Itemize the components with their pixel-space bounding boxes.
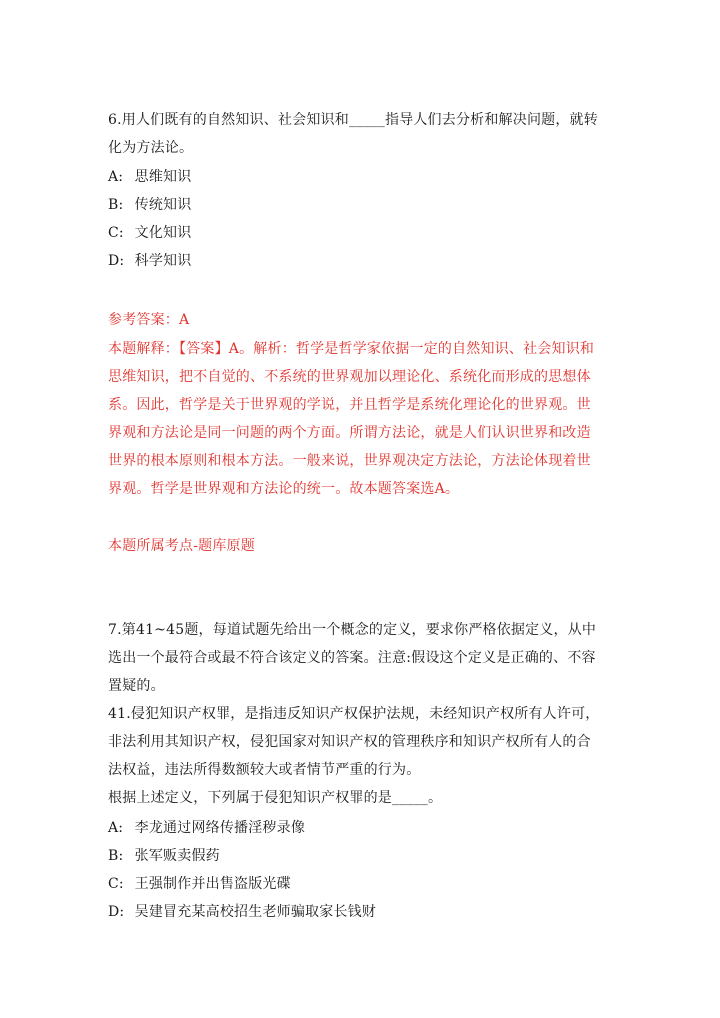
- q6-option-a: [108, 167, 191, 187]
- q7-intro-line1: 7.第41~45题，每道试题先给出一个概念的定义，要求你严格依据定义，从中: [108, 622, 597, 638]
- q6-option-c: [108, 223, 191, 243]
- q7-sub-line2: 非法利用其知识产权，侵犯国家对知识产权的管理秩序和知识产权所有人的合: [108, 734, 591, 750]
- q6-answer: 参考答案：A: [108, 312, 190, 328]
- q6-stem-line2: 化为方法论。: [108, 140, 194, 156]
- option-text: 李龙通过网络传播淫秽录像: [134, 820, 306, 836]
- q7-intro-line2: 选出一个最符合或最不符合该定义的答案。注意:假设这个定义是正确的、不容: [108, 650, 596, 666]
- option-text: 思维知识: [134, 169, 192, 185]
- q7-option-a: [108, 818, 305, 838]
- option-text: 张军贩卖假药: [134, 848, 220, 864]
- q6-stem-line1: 6.用人们既有的自然知识、社会知识和_____指导人们去分析和解决问题，就转: [108, 112, 598, 128]
- option-key: B:: [108, 848, 124, 864]
- q7-sub-line1: 41.侵犯知识产权罪，是指违反知识产权保护法规，未经知识产权所有人许可，: [108, 706, 600, 722]
- option-key: C:: [108, 876, 124, 892]
- option-key: D:: [108, 904, 125, 920]
- option-text: 吴建冒充某高校招生老师骗取家长钱财: [134, 904, 377, 920]
- option-key: A:: [108, 820, 124, 836]
- q6-explanation-line6: 界观。哲学是世界观和方法论的统一。故本题答案选A。: [108, 481, 460, 497]
- option-text: 传统知识: [134, 197, 192, 213]
- q7-sub-line3: 法权益，违法所得数额较大或者情节严重的行为。: [108, 762, 421, 778]
- q6-explanation-line3: 系。因此，哲学是关于世界观的学说，并且哲学是系统化理论化的世界观。世: [108, 397, 591, 413]
- q7-option-c: [108, 874, 291, 894]
- option-key: C:: [108, 225, 124, 241]
- q6-topic: 本题所属考点-题库原题: [108, 538, 255, 554]
- option-text: 科学知识: [134, 253, 192, 269]
- q6-explanation-line2: 思维知识，把不自觉的、不系统的世界观加以理论化、系统化而形成的思想体: [108, 369, 591, 385]
- q6-option-d: [108, 251, 191, 271]
- option-text: 王强制作并出售盗版光碟: [134, 876, 291, 892]
- q6-option-b: [108, 195, 191, 215]
- q6-explanation-line5: 世界的根本原则和根本方法。一般来说，世界观决定方法论，方法论体现着世: [108, 453, 591, 469]
- q6-explanation-line4: 界观和方法论是同一问题的两个方面。所谓方法论，就是人们认识世界和改造: [108, 425, 591, 441]
- option-key: A:: [108, 169, 124, 185]
- option-key: B:: [108, 197, 124, 213]
- option-text: 文化知识: [134, 225, 192, 241]
- q7-intro-line3: 置疑的。: [108, 678, 165, 694]
- q7-sub-line4: 根据上述定义，下列属于侵犯知识产权罪的是_____。: [108, 790, 443, 806]
- q7-option-d: [108, 902, 376, 922]
- option-key: D:: [108, 253, 125, 269]
- q7-option-b: [108, 846, 220, 866]
- q6-explanation-line1: 本题解释：【答案】A。解析：哲学是哲学家依据一定的自然知识、社会知识和: [108, 341, 595, 357]
